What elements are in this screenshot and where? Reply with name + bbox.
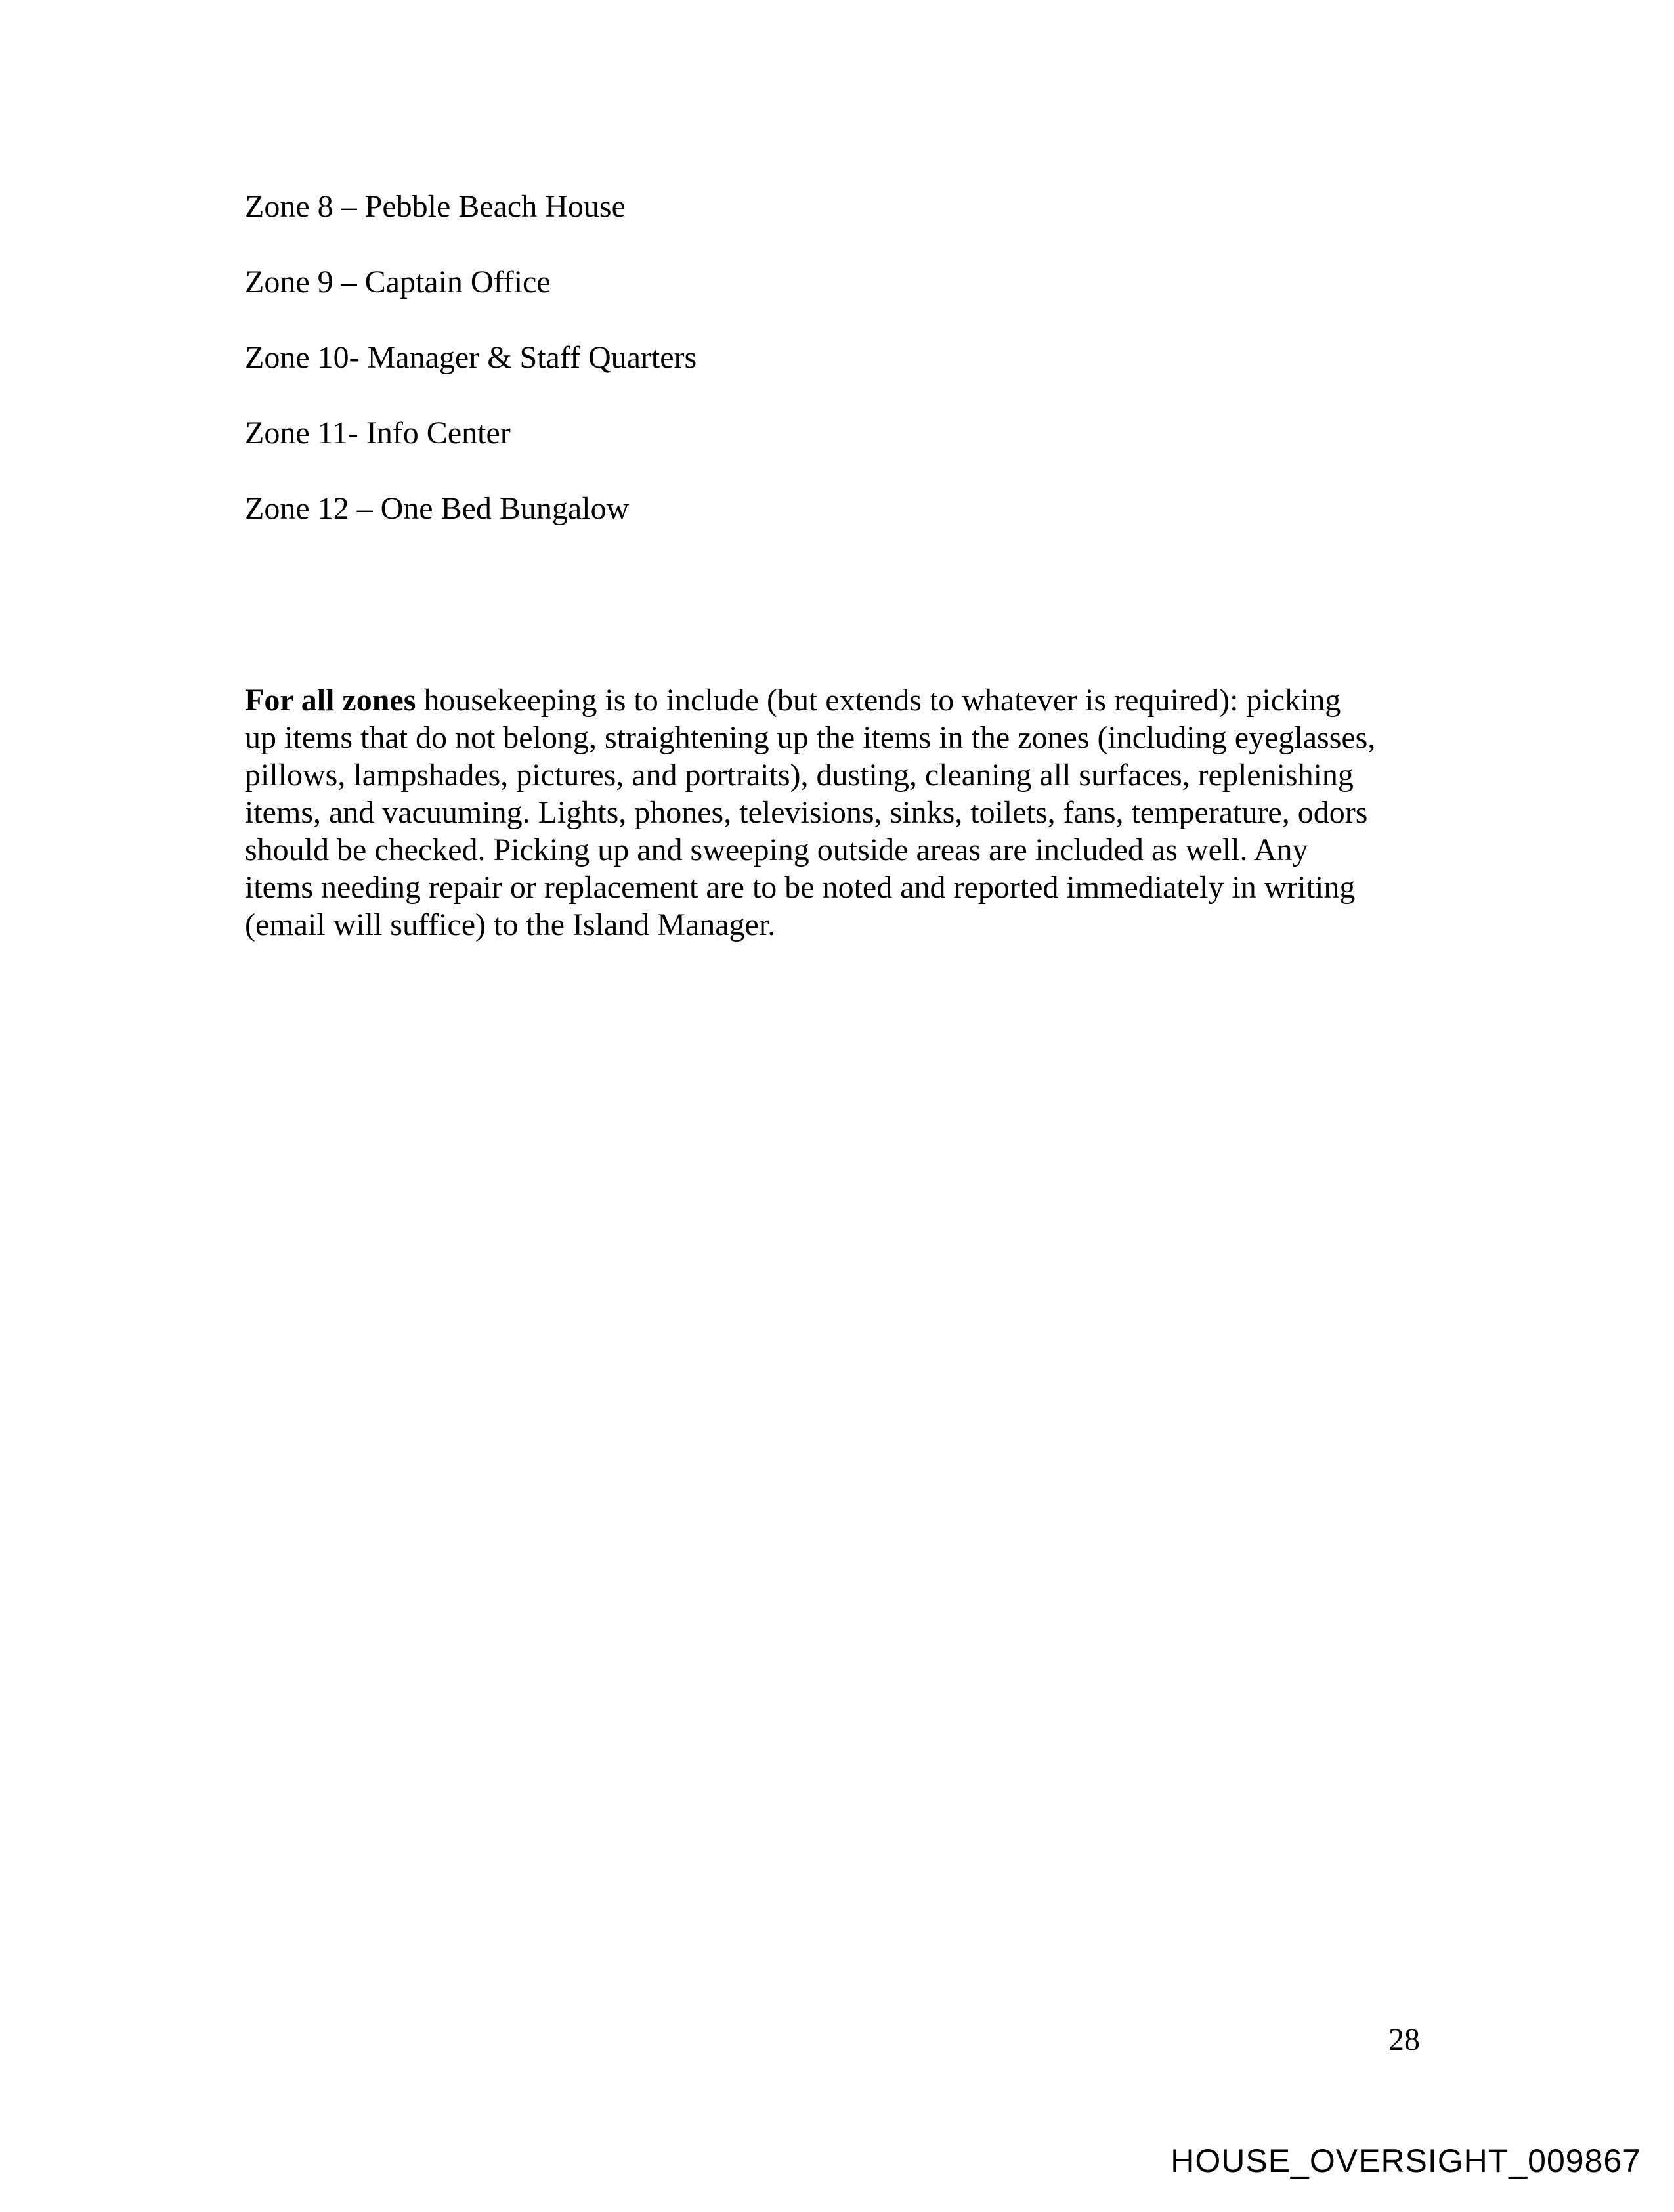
paragraph-line-6: items needing repair or replacement are to be noted and reported immediately in writing [245,870,1356,905]
zone-item-12: Zone 12 – One Bed Bungalow [245,491,630,526]
paragraph-lead: For all zones [245,683,416,718]
page-number: 28 [1388,2022,1420,2057]
paragraph-line-5: should be checked. Picking up and sweeping outside areas are included as well. Any [245,833,1308,867]
paragraph-line-3: pillows, lampshades, pictures, and portraits), dusting, cleaning all surfaces, replenishing [245,758,1354,792]
zone-item-9: Zone 9 – Captain Office [245,265,551,299]
zone-item-10: Zone 10- Manager & Staff Quarters [245,340,697,375]
zone-item-8: Zone 8 – Pebble Beach House [245,189,626,224]
housekeeping-paragraph [245,682,1427,943]
paragraph-line-7: (email will suffice) to the Island Manager. [245,907,776,942]
zone-item-11: Zone 11- Info Center [245,416,511,450]
paragraph-line-2: up items that do not belong, straightening up the items in the zones (including eyeglasses, [245,720,1376,755]
bates-number: HOUSE_OVERSIGHT_009867 [1170,2142,1641,2179]
paragraph-line-1-text: housekeeping is to include (but extends to whatever is required): picking [416,683,1341,718]
paragraph-line-4: items, and vacuuming. Lights, phones, televisions, sinks, toilets, fans, temperature, odors [245,795,1368,830]
zone-list [245,188,1427,528]
paragraph-line-1 [245,682,1427,719]
